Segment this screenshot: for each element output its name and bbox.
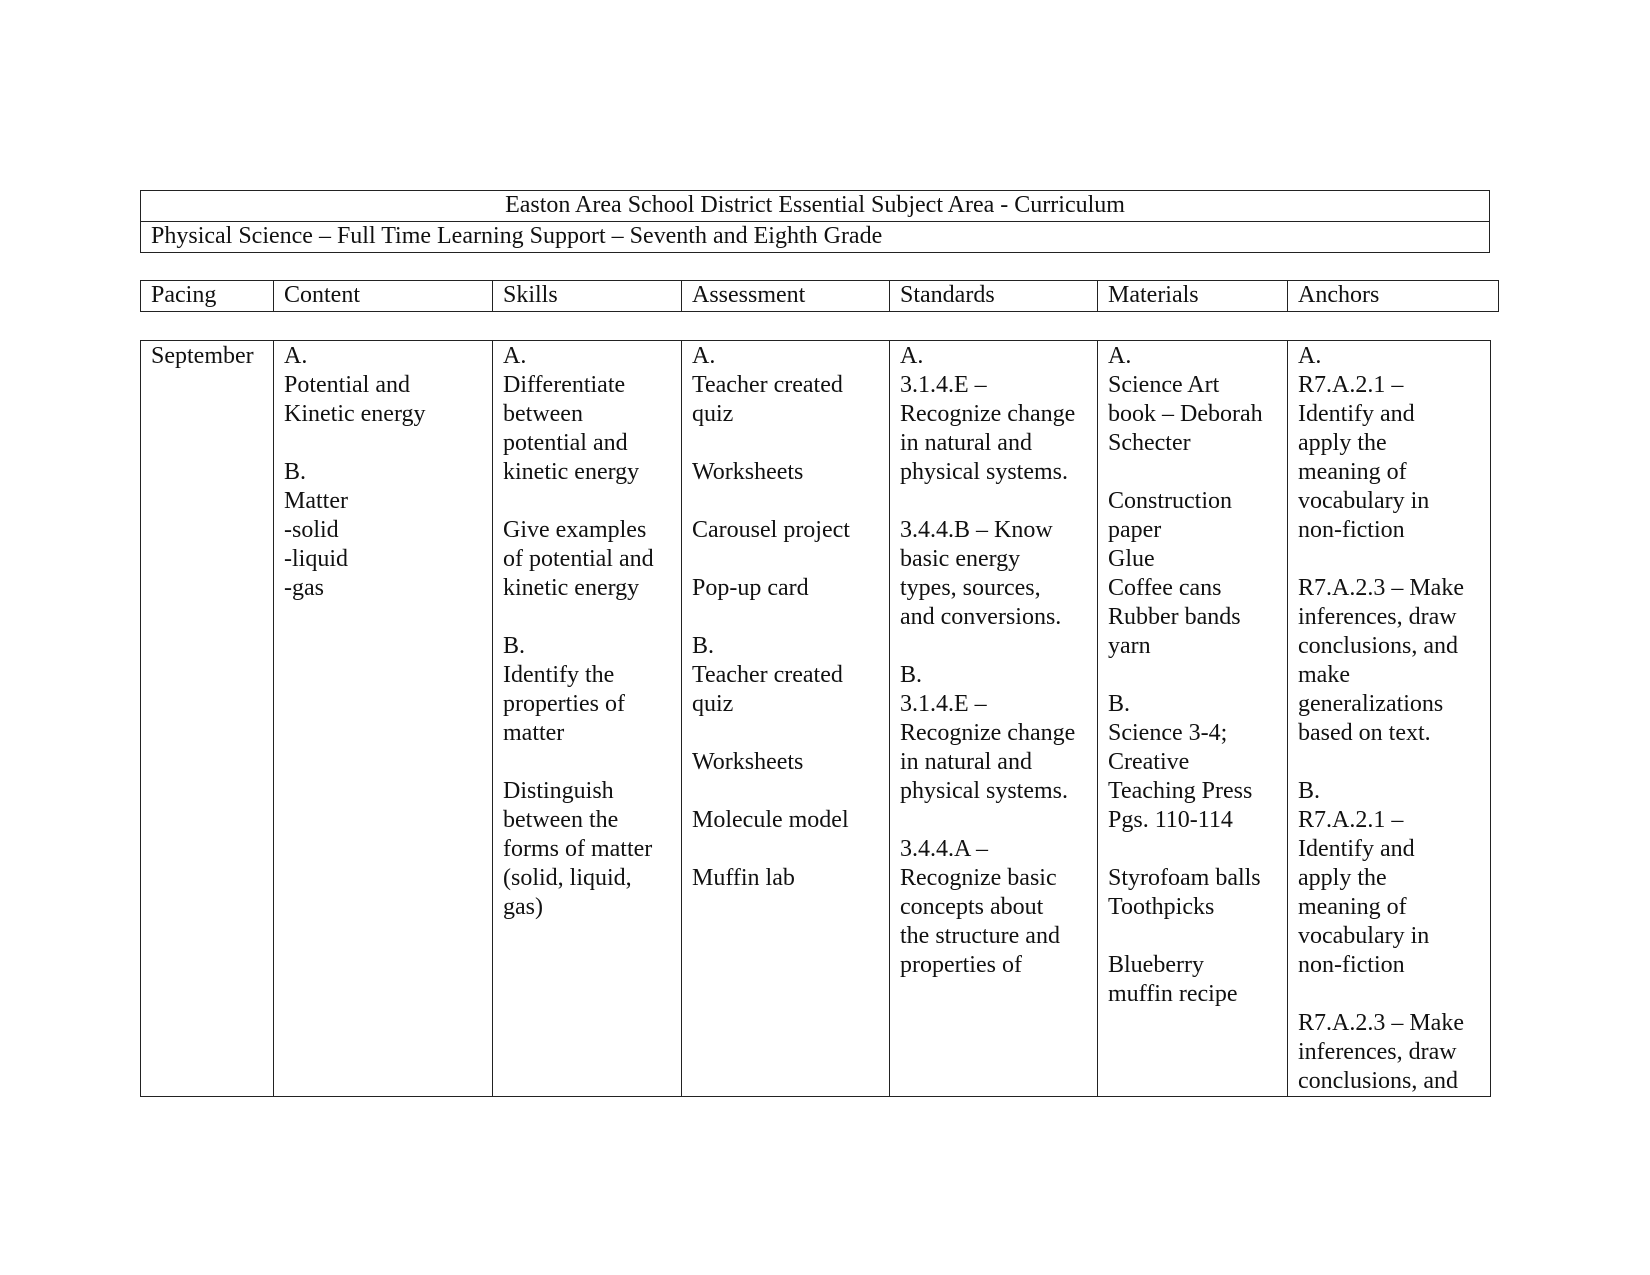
- cell-text-line: Recognize basic: [900, 865, 1057, 891]
- cell-text-line: 3.1.4.E –: [900, 372, 987, 398]
- cell-text-line: generalizations: [1298, 691, 1444, 717]
- cell-text-line: apply the: [1298, 865, 1387, 891]
- cell-text-line: the structure and: [900, 923, 1060, 949]
- cell-text-line: concepts about: [900, 894, 1044, 920]
- cell-text-line: [692, 719, 879, 748]
- cell-text-line: Give examples: [503, 517, 647, 543]
- cell-text-line: between: [503, 401, 583, 427]
- document-subtitle: Physical Science – Full Time Learning Support – Seventh and Eighth Grade: [141, 221, 1489, 252]
- cell-text-line: Recognize change: [900, 401, 1076, 427]
- cell-text-line: Recognize change: [900, 720, 1076, 746]
- cell-text-line: -solid: [284, 517, 339, 543]
- cell-text-line: [900, 806, 1087, 835]
- cell-text-line: Matter: [284, 488, 348, 514]
- cell-text-line: basic energy: [900, 546, 1021, 572]
- cell-text-line: Glue: [1108, 546, 1155, 572]
- pacing-month: September: [151, 343, 254, 369]
- cell-text-line: Creative: [1108, 749, 1190, 775]
- cell-text-line: forms of matter: [503, 836, 653, 862]
- cell-text-line: apply the: [1298, 430, 1387, 456]
- skills-block-a: [503, 342, 671, 603]
- anchors-cell: [1288, 341, 1491, 1097]
- cell-text-line: Molecule model: [692, 807, 849, 833]
- cell-text-line: A.: [503, 343, 527, 369]
- cell-text-line: Toothpicks: [1108, 894, 1215, 920]
- cell-text-line: A.: [284, 343, 308, 369]
- cell-text-line: [692, 429, 879, 458]
- cell-text-line: Schecter: [1108, 430, 1191, 456]
- cell-text-line: paper: [1108, 517, 1162, 543]
- cell-text-line: -liquid: [284, 546, 348, 572]
- standards-block-b: [900, 661, 1087, 980]
- cell-text-line: in natural and: [900, 430, 1032, 456]
- cell-text-line: [692, 545, 879, 574]
- standards-cell: [890, 341, 1098, 1097]
- cell-text-line: non-fiction: [1298, 952, 1405, 978]
- cell-text-line: in natural and: [900, 749, 1032, 775]
- document-title: Easton Area School District Essential Subject Area - Curriculum: [505, 192, 1125, 218]
- cell-text-line: B.: [503, 633, 526, 659]
- anchors-block-a: [1298, 342, 1480, 748]
- cell-text-line: A.: [1108, 343, 1132, 369]
- cell-text-line: Pgs. 110-114: [1108, 807, 1233, 833]
- assessment-block-a: [692, 342, 879, 603]
- column-header-pacing: Pacing: [141, 281, 274, 312]
- cell-text-line: and conversions.: [900, 604, 1062, 630]
- pacing-cell: [141, 341, 274, 1097]
- cell-text-line: Construction: [1108, 488, 1232, 514]
- cell-text-line: kinetic energy: [503, 459, 640, 485]
- cell-text-line: conclusions, and: [1298, 633, 1458, 659]
- standards-block-a: [900, 342, 1087, 632]
- column-header-materials: Materials: [1098, 281, 1288, 312]
- cell-text-line: Coffee cans: [1108, 575, 1222, 601]
- cell-text-line: Identify the: [503, 662, 615, 688]
- column-header-content: Content: [274, 281, 493, 312]
- skills-block-b: [503, 632, 671, 922]
- cell-text-line: meaning of: [1298, 894, 1407, 920]
- cell-text-line: muffin recipe: [1108, 981, 1238, 1007]
- cell-text-line: -gas: [284, 575, 324, 601]
- cell-text-line: B.: [1108, 691, 1131, 717]
- cell-text-line: [1298, 545, 1480, 574]
- cell-text-line: Muffin lab: [692, 865, 795, 891]
- cell-text-line: Kinetic energy: [284, 401, 426, 427]
- cell-text-line: Teacher created: [692, 372, 843, 398]
- cell-text-line: A.: [900, 343, 924, 369]
- cell-text-line: A.: [692, 343, 716, 369]
- cell-text-line: of potential and: [503, 546, 654, 572]
- column-header-skills: Skills: [493, 281, 682, 312]
- column-header-anchors: Anchors: [1288, 281, 1499, 312]
- cell-text-line: A.: [1298, 343, 1322, 369]
- cell-text-line: (solid, liquid,: [503, 865, 632, 891]
- cell-text-line: R7.A.2.3 – Make: [1298, 1010, 1464, 1036]
- materials-block-b: [1108, 690, 1277, 1009]
- cell-text-line: make: [1298, 662, 1350, 688]
- cell-text-line: Potential and: [284, 372, 410, 398]
- cell-text-line: 3.1.4.E –: [900, 691, 987, 717]
- cell-text-line: Worksheets: [692, 459, 804, 485]
- cell-text-line: Identify and: [1298, 836, 1415, 862]
- cell-text-line: properties of: [503, 691, 625, 717]
- cell-text-line: kinetic energy: [503, 575, 640, 601]
- cell-text-line: [1108, 835, 1277, 864]
- cell-text-line: 3.4.4.B – Know: [900, 517, 1053, 543]
- cell-text-line: between the: [503, 807, 619, 833]
- cell-text-line: R7.A.2.3 – Make: [1298, 575, 1464, 601]
- curriculum-header: [140, 190, 1490, 253]
- cell-text-line: gas): [503, 894, 543, 920]
- cell-text-line: R7.A.2.1 –: [1298, 807, 1404, 833]
- cell-text-line: non-fiction: [1298, 517, 1405, 543]
- cell-text-line: Worksheets: [692, 749, 804, 775]
- cell-text-line: based on text.: [1298, 720, 1431, 746]
- skills-cell: [493, 341, 682, 1097]
- cell-text-line: Distinguish: [503, 778, 614, 804]
- cell-text-line: [1108, 458, 1277, 487]
- assessment-block-b: [692, 632, 879, 893]
- cell-text-line: [692, 777, 879, 806]
- column-header-table: [140, 280, 1499, 312]
- materials-cell: [1098, 341, 1288, 1097]
- cell-text-line: Differentiate: [503, 372, 626, 398]
- cell-text-line: Science 3-4;: [1108, 720, 1228, 746]
- cell-text-line: Identify and: [1298, 401, 1415, 427]
- cell-text-line: [900, 487, 1087, 516]
- curriculum-body-table: [140, 340, 1491, 1097]
- cell-text-line: Teaching Press: [1108, 778, 1253, 804]
- content-cell: [274, 341, 493, 1097]
- cell-text-line: properties of: [900, 952, 1022, 978]
- cell-text-line: vocabulary in: [1298, 488, 1430, 514]
- cell-text-line: [692, 835, 879, 864]
- assessment-cell: [682, 341, 890, 1097]
- cell-text-line: [503, 748, 671, 777]
- cell-text-line: R7.A.2.1 –: [1298, 372, 1404, 398]
- cell-text-line: physical systems.: [900, 778, 1068, 804]
- cell-text-line: matter: [503, 720, 565, 746]
- anchors-block-b: [1298, 777, 1480, 1096]
- content-block-a: [284, 342, 482, 429]
- cell-text-line: book – Deborah: [1108, 401, 1263, 427]
- cell-text-line: physical systems.: [900, 459, 1068, 485]
- column-header-row: [141, 281, 1499, 312]
- cell-text-line: quiz: [692, 691, 734, 717]
- cell-text-line: Science Art: [1108, 372, 1220, 398]
- column-header-standards: Standards: [890, 281, 1098, 312]
- table-row: [141, 341, 1491, 1097]
- cell-text-line: Blueberry: [1108, 952, 1204, 978]
- cell-text-line: Styrofoam balls: [1108, 865, 1261, 891]
- cell-text-line: meaning of: [1298, 459, 1407, 485]
- cell-text-line: yarn: [1108, 633, 1151, 659]
- materials-block-a: [1108, 342, 1277, 661]
- cell-text-line: B.: [692, 633, 715, 659]
- cell-text-line: inferences, draw: [1298, 604, 1457, 630]
- cell-text-line: [1298, 980, 1480, 1009]
- cell-text-line: [1108, 922, 1277, 951]
- cell-text-line: inferences, draw: [1298, 1039, 1457, 1065]
- cell-text-line: Rubber bands: [1108, 604, 1241, 630]
- cell-text-line: quiz: [692, 401, 734, 427]
- column-header-assessment: Assessment: [682, 281, 890, 312]
- cell-text-line: B.: [284, 459, 307, 485]
- cell-text-line: [692, 487, 879, 516]
- cell-text-line: 3.4.4.A –: [900, 836, 989, 862]
- content-block-b: [284, 458, 482, 603]
- cell-text-line: B.: [1298, 778, 1321, 804]
- cell-text-line: Teacher created: [692, 662, 843, 688]
- cell-text-line: types, sources,: [900, 575, 1041, 601]
- cell-text-line: Carousel project: [692, 517, 850, 543]
- cell-text-line: vocabulary in: [1298, 923, 1430, 949]
- cell-text-line: Pop-up card: [692, 575, 809, 601]
- cell-text-line: B.: [900, 662, 923, 688]
- cell-text-line: potential and: [503, 430, 628, 456]
- cell-text-line: [503, 487, 671, 516]
- cell-text-line: conclusions, and: [1298, 1068, 1458, 1094]
